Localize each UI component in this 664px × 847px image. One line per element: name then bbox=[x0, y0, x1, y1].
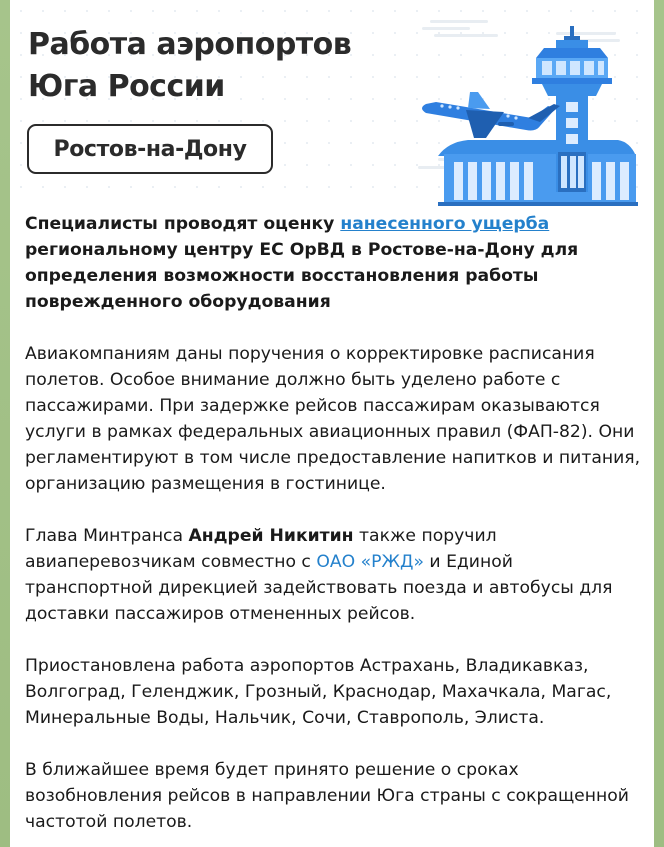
airport-tower-and-plane-illustration bbox=[408, 6, 648, 206]
message-bubble bbox=[10, 0, 654, 847]
banner-title-line1: Работа аэропортов bbox=[28, 27, 352, 62]
lead-paragraph bbox=[25, 211, 643, 315]
post-banner-image[interactable] bbox=[10, 0, 654, 206]
airplane-icon bbox=[422, 92, 560, 138]
city-badge: Ростов-на-Дону bbox=[27, 124, 273, 174]
paragraph-airports-list: Приостановлена работа аэропортов Астрахань, Владикавказ, Волгоград, Геленджик, Грозный, Краснодар, Махачкала, Магас, Минеральные Воды, Нальчик, Сочи, Ставрополь, Элиста. bbox=[25, 656, 612, 728]
paragraph-minister bbox=[25, 523, 643, 627]
lead-text-end: региональному центру ЕС ОрВД в Ростове-на-Дону для определения возможности восстановления работы поврежденного оборудования bbox=[25, 240, 579, 312]
paragraph-resumption: В ближайшее время будет принято решение о сроках возобновления рейсов в направлении Юга страны с сокращенной частотой полетов. bbox=[25, 760, 629, 832]
banner-title bbox=[28, 24, 388, 108]
minister-text-mid: также поручил авиаперевозчикам совместно с bbox=[25, 526, 497, 572]
rzd-link[interactable]: ОАО «РЖД» bbox=[316, 552, 424, 572]
paragraph-schedule: Авиакомпаниям даны поручения о корректировке расписания полетов. Особое внимание должно быть уделено работе с пассажирами. При задержке рейсов пассажирам оказываются услуги в рамках федеральных авиационных правил (ФАП-82). Они регламентируют в том числе предоставление напитков и питания, организацию размещения в гостинице. bbox=[25, 344, 641, 494]
terminal-building bbox=[438, 140, 638, 206]
minister-text-end: и Единой транспортной дирекцией задействовать поезда и автобусы для доставки пассажиров отмененных рейсов. bbox=[25, 552, 613, 624]
minister-name: Андрей Никитин bbox=[188, 526, 354, 546]
message-text bbox=[25, 211, 643, 847]
banner-title-line2: Юга России bbox=[28, 69, 225, 104]
lead-text-start: Специалисты проводят оценку bbox=[25, 214, 341, 234]
damage-assessment-link[interactable]: нанесенного ущерба bbox=[340, 214, 550, 234]
minister-text-start: Глава Минтранса bbox=[25, 526, 189, 546]
